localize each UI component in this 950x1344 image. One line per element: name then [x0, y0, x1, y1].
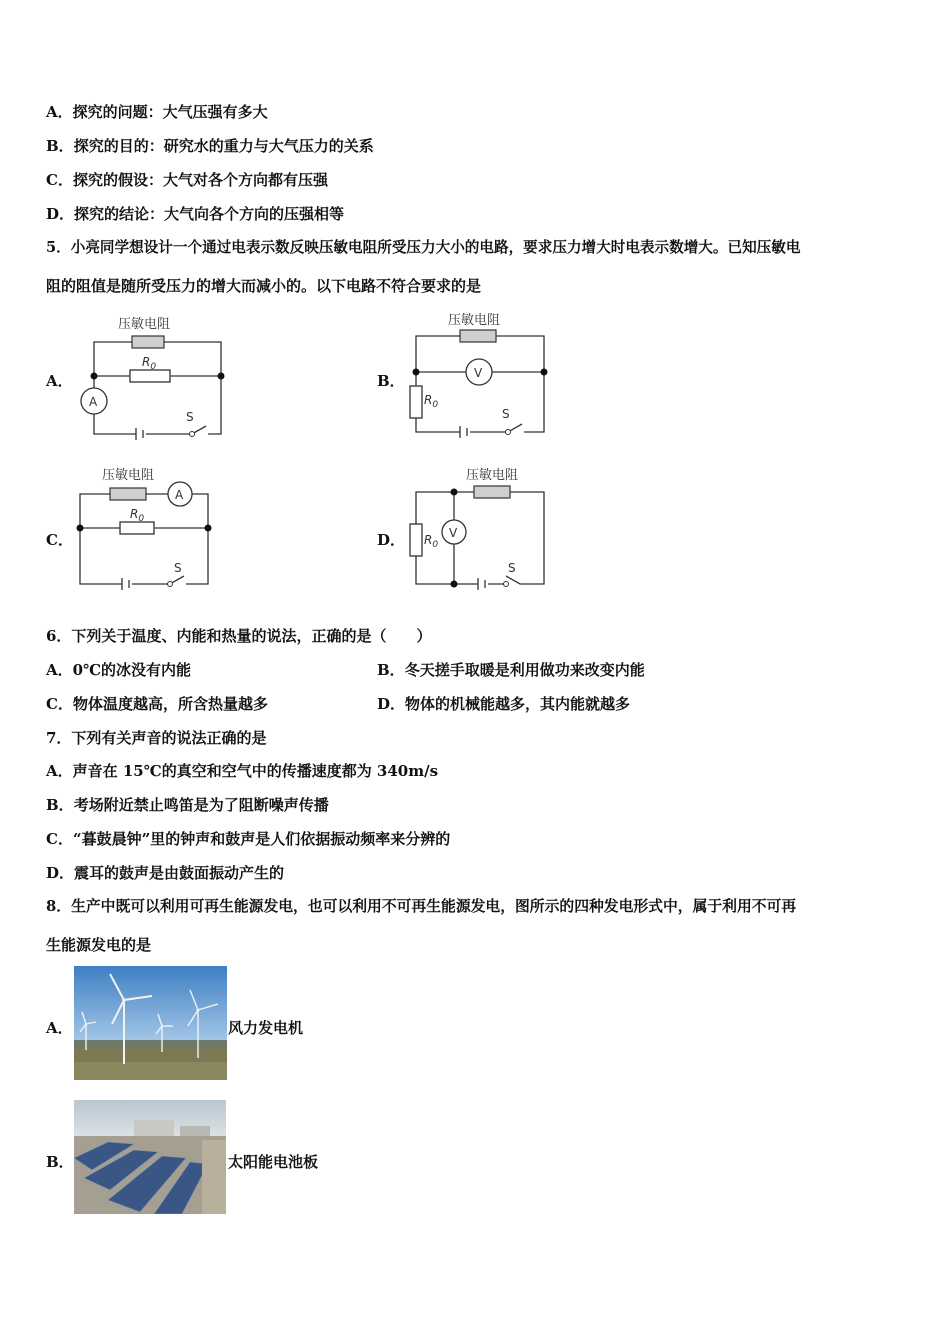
pressure-resistor-d	[474, 486, 510, 498]
pressure-resistor-label-a: 压敏电阻	[118, 317, 171, 332]
voltmeter-label-d: V	[449, 526, 458, 540]
switch-label-a: S	[186, 410, 194, 424]
q8-option-b-text: 太阳能电池板	[228, 1153, 319, 1171]
ammeter-label-a: A	[89, 395, 98, 409]
r0-label-a: $R_0$	[142, 355, 157, 372]
q6-stem: 6．下列关于温度、内能和热量的说法，正确的是（ ）	[46, 627, 432, 645]
pressure-resistor-b	[460, 330, 496, 342]
pressure-resistor-a	[132, 336, 164, 348]
q5-option-b-label: B．	[377, 372, 405, 390]
q5-stem-line1: 5．小亮同学想设计一个通过电表示数反映压敏电阻所受压力大小的电路，要求压力增大时电表示数增大。已知压敏电	[46, 239, 801, 256]
q4-option-a: A．探究的问题：大气压强有多大	[46, 103, 268, 121]
q7-option-c: C．“暮鼓晨钟”里的钟声和鼓声是人们依据振动频率来分辨的	[46, 830, 451, 848]
q5-stem-line2: 阻的阻值是随所受压力的增大而减小的。以下电路不符合要求的是	[46, 277, 482, 295]
ammeter-label-c: A	[175, 488, 184, 502]
q7-option-d: D．震耳的鼓声是由鼓面振动产生的	[46, 864, 285, 882]
q6-option-d: D．物体的机械能越多，其内能就越多	[377, 695, 631, 713]
q5-option-c-label: C．	[46, 531, 73, 549]
q6-option-b: B．冬天搓手取暖是利用做功来改变内能	[377, 661, 645, 679]
circuit-diagram-a	[74, 308, 234, 440]
voltmeter-label-b: V	[474, 366, 483, 380]
pressure-resistor-label-b: 压敏电阻	[448, 313, 501, 328]
r0-label-c: $R_0$	[130, 507, 145, 524]
pressure-resistor-label-d: 压敏电阻	[466, 468, 519, 483]
r0-label-d: $R_0$	[424, 533, 439, 550]
q8-stem-line1: 8．生产中既可以利用可再生能源发电，也可以利用不可再生能源发电，图所示的四种发电形式中，属于利用不可再	[46, 898, 797, 915]
q8-option-b-label: B．	[46, 1153, 74, 1171]
r0-label-b: $R_0$	[424, 393, 439, 410]
q7-option-b: B．考场附近禁止鸣笛是为了阻断噪声传播	[46, 796, 329, 814]
solar-panel-photo	[74, 1100, 226, 1214]
q7-stem: 7．下列有关声音的说法正确的是	[46, 729, 267, 747]
pressure-resistor-label-c: 压敏电阻	[102, 468, 155, 483]
circuit-diagram-c	[70, 462, 220, 592]
q5-option-d-label: D．	[377, 531, 406, 549]
q7-option-a: A．声音在 15℃的真空和空气中的传播速度都为 340m/s	[46, 762, 439, 780]
q8-option-a-text: 风力发电机	[228, 1019, 304, 1037]
q5-option-a-label: A．	[46, 372, 73, 390]
circuit-diagram-d	[404, 462, 554, 592]
pressure-resistor-c	[110, 488, 146, 500]
q8-option-a-label: A．	[46, 1019, 73, 1037]
q6-option-a: A．0℃的冰没有内能	[46, 661, 192, 679]
switch-label-c: S	[174, 561, 182, 575]
q4-option-b: B．探究的目的：研究水的重力与大气压力的关系	[46, 137, 374, 155]
circuit-diagram-b	[404, 306, 554, 440]
q4-option-c: C．探究的假设：大气对各个方向都有压强	[46, 171, 328, 189]
wind-turbine-photo	[74, 966, 227, 1080]
switch-label-d: S	[508, 561, 516, 575]
q4-option-d: D．探究的结论：大气向各个方向的压强相等	[46, 205, 345, 223]
switch-label-b: S	[502, 407, 510, 421]
q6-option-c: C．物体温度越高，所含热量越多	[46, 695, 268, 713]
q8-stem-line2: 生能源发电的是	[46, 936, 152, 954]
